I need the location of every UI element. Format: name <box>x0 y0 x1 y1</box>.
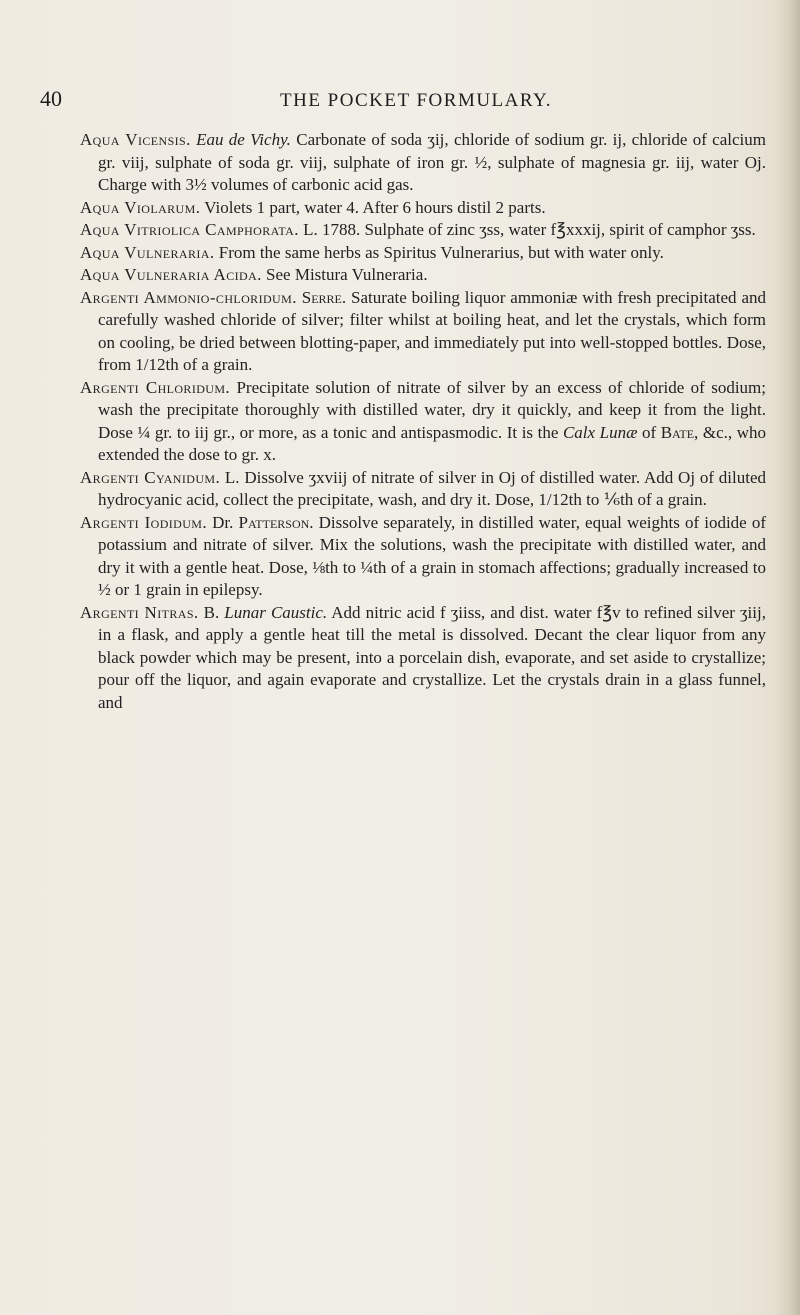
entry-argenti-iodidum <box>80 512 766 602</box>
entry-term: Argenti Iodidum. <box>80 512 208 532</box>
page-number: 40 <box>40 86 62 111</box>
entry-authority: Serre. <box>296 287 347 307</box>
entry-text: Dissolve separately, in distilled water, equal weights of iodide of potassium and nitrate of silver. Mix the solutions, wash the precipitate with distilled water, and dry it with a gentle heat. Dose, ⅛th to ¼th of a grain in stomach affections; gradually increased to ½ or 1 grain in epilepsy. <box>98 512 767 599</box>
entry-term: Aqua Violarum. <box>80 197 201 217</box>
entry-text: Add nitric acid f ʒiiss, and dist. water f℥v to refined silver ʒiij, in a flask, and apply a gentle heat till the metal is dissolved. Decant the clear liquor from any black powder which may be present, into a porcelain dish, evaporate, and set aside to crystallize; pour off the liquor, and again evaporate and crystallize. Let the crystals drain in a glass funnel, and <box>98 602 766 712</box>
entry-argenti-nitras <box>80 602 766 715</box>
entry-term: Aqua Vulneraria Acida. <box>80 265 262 284</box>
entry-argenti-ammonio-chloridum <box>80 287 766 377</box>
entry-aqua-vitriolica-camphorata <box>80 219 766 242</box>
entry-term: Aqua Vulneraria. <box>80 242 215 262</box>
entry-term: Argenti Cyanidum. <box>80 467 221 487</box>
entry-text: Carbonate of soda ʒij, chloride of sodium gr. ij, chloride of calcium gr. viij, sulphate of soda gr. viij, sulphate of iron gr. ½, sulphate of magnesia gr. iij, water Oj. Charge with 3½ volumes of carbonic acid gas. <box>98 130 766 194</box>
entry-text: B. <box>198 602 225 622</box>
entry-aqua-vulneraria-acida <box>80 264 766 287</box>
entry-text: of <box>637 422 661 442</box>
entry-authority: Bate, <box>660 422 699 442</box>
entry-aqua-vicensis <box>80 129 766 197</box>
entry-text: See Mistura Vulneraria. <box>261 265 428 284</box>
entry-authority: Patterson. <box>238 512 314 532</box>
entry-term: Argenti Chloridum. <box>80 377 231 397</box>
entry-text: L. 1788. Sulphate of zinc ʒss, water f℥xxxij, spirit of camphor ʒss. <box>298 220 756 239</box>
entry-text: L. Dissolve ʒxviij of nitrate of silver in Oj of distilled water. Add Oj of diluted hydrocyanic acid, collect the precipitate, wash, and dry it. Dose, 1/12th to ⅙th of a grain. <box>98 467 766 509</box>
page-edge-shadow <box>774 0 800 1315</box>
entry-aqua-violarum <box>80 197 766 220</box>
entry-term: Aqua Vicensis. <box>80 130 191 149</box>
entry-text: Violets 1 part, water 4. After 6 hours distil 2 parts. <box>200 197 546 217</box>
entry-term: Argenti Nitras. <box>80 602 199 622</box>
entry-term: Aqua Vitriolica Camphorata. <box>80 220 299 239</box>
entry-text: &c., who extended the dose to gr. x. <box>98 422 766 464</box>
entry-text: Precipitate solution of nitrate of silver by an excess of chloride of sodium; wash the precipitate thoroughly with distilled water, dry it quickly, and keep it from the light. Dose ¼ gr. to iij gr., or more, as a tonic and antispasmodic. It is the <box>98 377 766 442</box>
formulary-entries <box>80 129 766 714</box>
entry-italic: Calx Lunæ <box>562 422 638 442</box>
running-head: THE POCKET FORMULARY. <box>280 90 553 111</box>
entry-italic: Lunar Caustic. <box>224 602 328 622</box>
entry-argenti-chloridum <box>80 377 766 467</box>
entry-text: From the same herbs as Spiritus Vulnerarius, but with water only. <box>214 242 664 262</box>
entry-italic: Eau de Vichy. <box>196 130 291 149</box>
entry-term: Argenti Ammonio-chloridum. <box>80 287 297 307</box>
entry-text: Saturate boiling liquor ammoniæ with fresh precipitated and carefully washed chloride of silver; filter whilst at boiling heat, and let the crystals, which form on cooling, be dried between blotting-paper, and immediately put into well-stopped bottles. Dose, from 1/12th of a grain. <box>98 287 766 374</box>
entry-text: Dr. <box>207 512 239 532</box>
entry-aqua-vulneraria <box>80 242 766 265</box>
page-header <box>40 86 760 114</box>
entry-argenti-cyanidum <box>80 467 766 512</box>
